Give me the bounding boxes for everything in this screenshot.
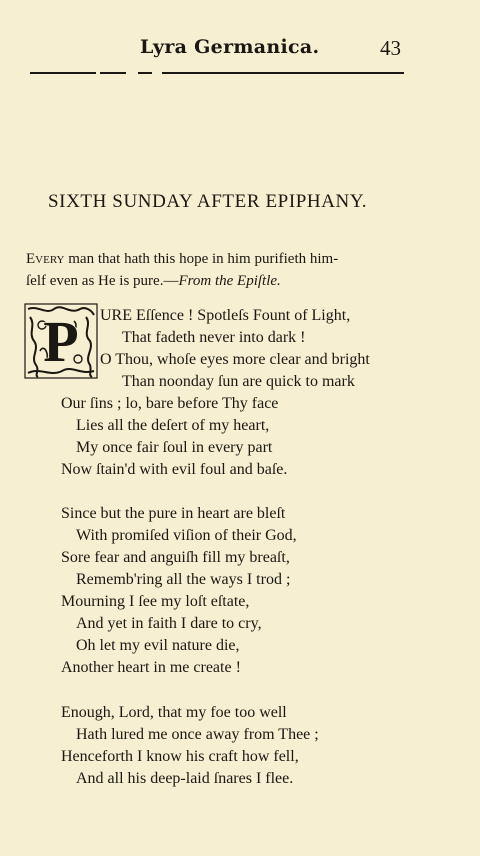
poem-line: That fadeth never into dark ! <box>122 329 306 346</box>
poem-line: Hath lured me once away from Thee ; <box>76 726 319 743</box>
ornamental-dropcap <box>24 303 98 379</box>
poem-line: Lies all the deſert of my heart, <box>76 417 270 434</box>
poem-line: Since but the pure in heart are bleſt <box>61 505 286 522</box>
epigraph <box>26 248 406 292</box>
poem-line: My once fair ſoul in every part <box>76 439 273 456</box>
page-number: 43 <box>380 36 401 60</box>
poem-line: Mourning I ſee my loſt eſtate, <box>61 593 250 610</box>
running-header-title: Lyra Germanica. <box>140 36 320 58</box>
poem-line: Now ſtain'd with evil foul and baſe. <box>61 461 288 478</box>
poem-line: Sore fear and anguiſh fill my breaſt, <box>61 549 290 566</box>
poem-line: Henceforth I know his craft how fell, <box>61 748 299 765</box>
epigraph-lead: Every <box>26 251 65 267</box>
epigraph-text-1: man that hath this hope in him purifieth him- <box>64 251 339 267</box>
dropcap-letter: P <box>43 309 79 374</box>
section-title: SIXTH SUNDAY AFTER EPIPHANY. <box>48 191 368 212</box>
poem-line: Enough, Lord, that my foe too well <box>61 704 287 721</box>
epigraph-source: From the Epiſtle. <box>178 273 281 289</box>
header-rule <box>30 72 404 74</box>
epigraph-text-2: ſelf even as He is pure.— <box>26 273 179 289</box>
poem-line: Another heart in me create ! <box>61 659 241 676</box>
poem-line: And all his deep-laid ſnares I flee. <box>76 770 294 787</box>
poem-line: Our ſins ; lo, bare before Thy face <box>61 395 279 412</box>
poem-line: Rememb'ring all the ways I trod ; <box>76 571 291 588</box>
poem-line: And yet in faith I dare to cry, <box>76 615 262 632</box>
poem-line: With promiſed viſion of their God, <box>76 527 297 544</box>
poem-line: Oh let my evil nature die, <box>76 637 240 654</box>
poem-line: Than noonday ſun are quick to mark <box>122 373 355 390</box>
poem-line: URE Eſſence ! Spotleſs Fount of Light, <box>100 307 351 324</box>
poem-line: O Thou, whoſe eyes more clear and bright <box>100 351 370 368</box>
